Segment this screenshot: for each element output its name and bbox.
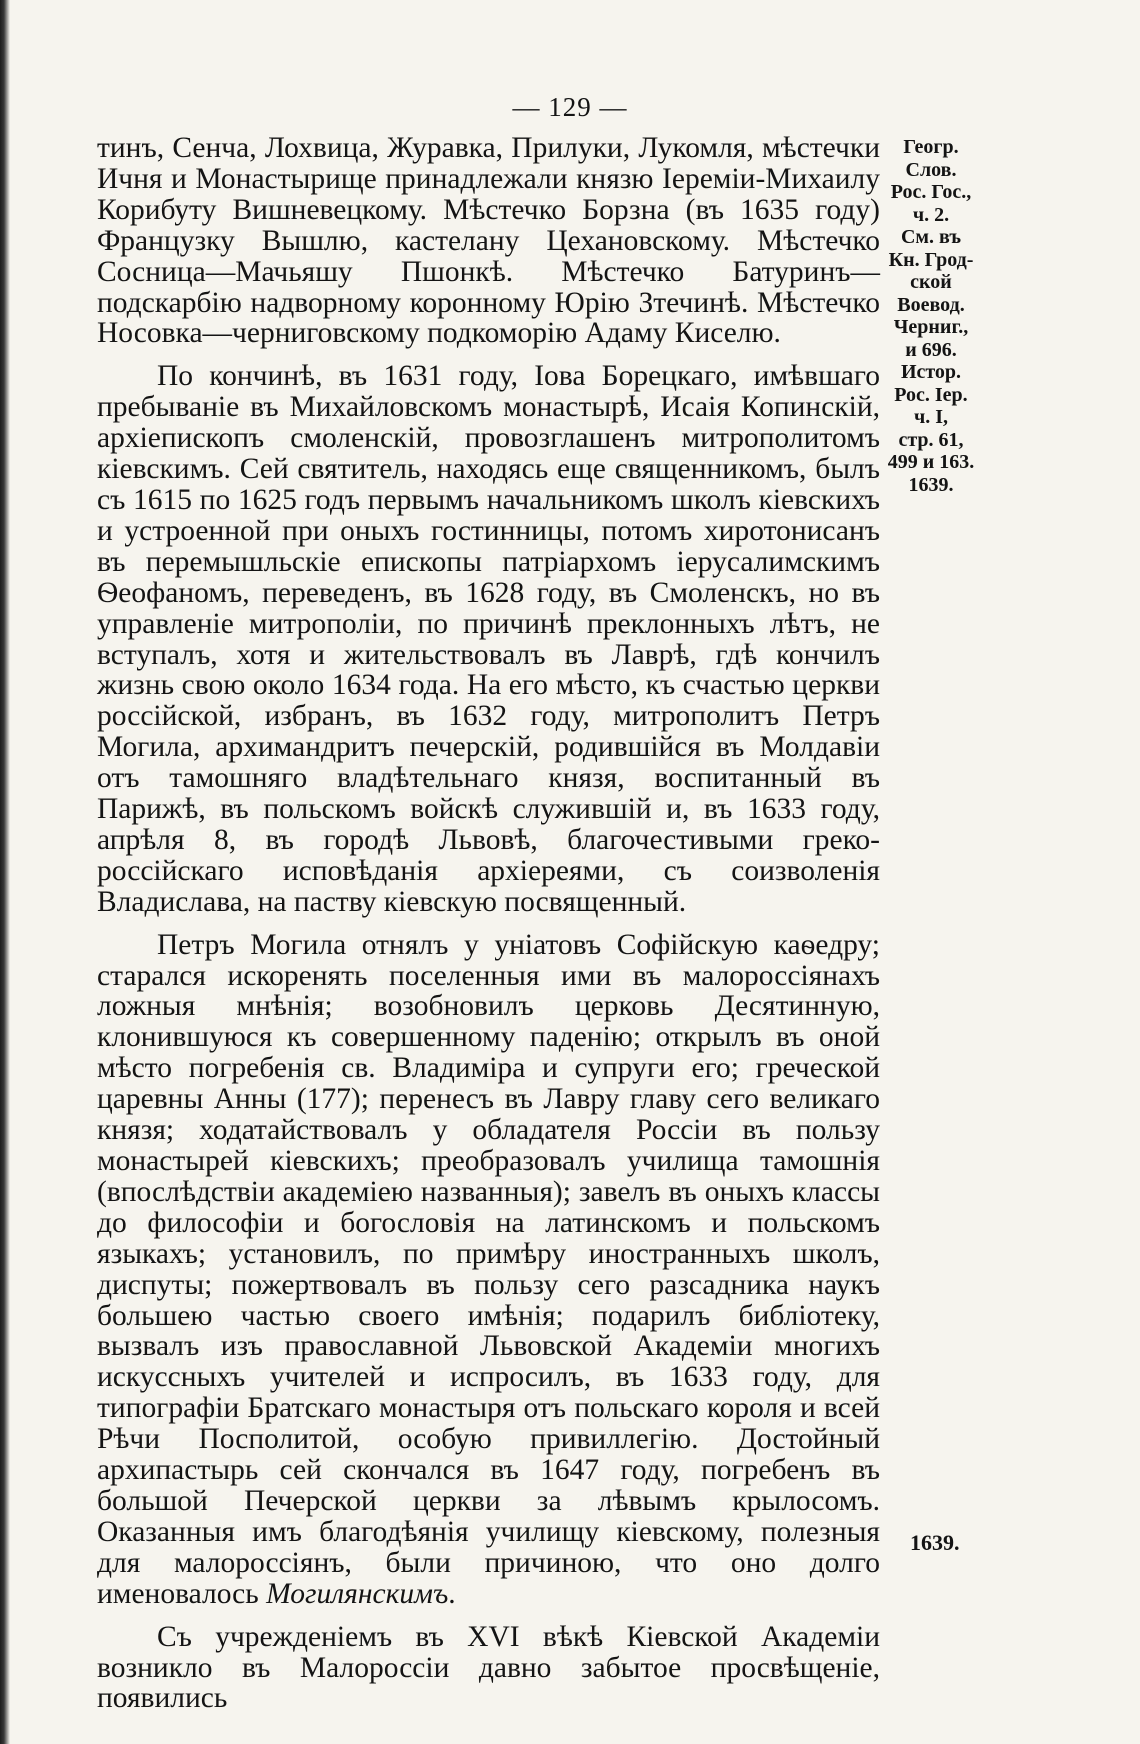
margin-note: 1639. (908, 473, 954, 496)
margin-note: Воевод. (897, 293, 965, 316)
margin-note: стр. 61, (898, 428, 964, 451)
margin-note: См. въ (900, 226, 962, 248)
paragraph-1: тинъ, Сенча, Лохвица, Журавка, Прилуки, Лукомля, мѣстечки Ичня и Монастырище принадлежали князю Іереміи-Михаилу Корибуту Вишневецкому. Мѣстечко Борзна (въ 1635 году) Французку Вышлю, кастелану Цехановскому. Мѣстечко Сосница—Мачьяшу Пшонкѣ. Мѣстечко Батуринъ—подскарбію надворному коронному Юрію Зтечинѣ. Мѣстечко Носовка—черниговскому подкоморію Адаму Киселю. (97, 132, 880, 350)
main-text (97, 133, 880, 1726)
margin-note: ч. I, (913, 406, 949, 428)
margin-notes (876, 136, 986, 496)
paragraph-4: Съ учрежденіемъ въ XVI вѣкѣ Кіевской Академіи возникло въ Малороссіи давно забытое просвѣщеніе, появились (97, 1620, 880, 1715)
paragraph-2: По кончинѣ, въ 1631 году, Іова Борецкаго, имѣвшаго пребываніе въ Михайловскомъ монастырѣ, Исаія Копинскій, архіепископъ смоленскій, провозглашенъ митрополитомъ кіевскимъ. Сей святитель, находясь еще священникомъ, былъ съ 1615 по 1625 годъ первымъ начальникомъ школъ кіевскихъ и устроенной при оныхъ гостинницы, потомъ хиротонисанъ въ перемышльскіе епископы патріархомъ іерусалимскимъ Ѳеофаномъ, переведенъ, въ 1628 году, въ Смоленскъ, но въ управленіе митрополіи, по причинѣ преклонныхъ лѣтъ, не вступалъ, хотя и жительствовалъ въ Лаврѣ, гдѣ кончилъ жизнь свою около 1634 года. На его мѣсто, къ счастью церкви россійской, избранъ, въ 1632 году, митрополитъ Петръ Могила, архимандритъ печерскій, родившійся въ Молдавіи отъ тамошняго владѣтельнаго князя, воспитанный въ Парижѣ, въ польскомъ войскѣ служившій и, въ 1633 году, апрѣля 8, въ городѣ Львовѣ, благочестивыми греко-россійскаго исповѣданія архіереями, съ соизволенія Владислава, на паству кіевскую посвященный. (97, 360, 880, 918)
margin-note: Рос. Гос., (890, 181, 972, 203)
paragraph-3-italic: Могилянскимъ (266, 1577, 449, 1610)
margin-year: 1639. (910, 1530, 960, 1555)
paragraph-3 (97, 930, 880, 1610)
margin-note: Слов. (905, 158, 957, 181)
margin-note: Рос. Іер. (894, 383, 968, 406)
paragraph-3-tail: . (448, 1577, 456, 1610)
paragraph-3-text: Петръ Могила отнялъ у уніатовъ Софійскую каѳедру; старался искоренять поселенныя ими въ малороссіянахъ ложныя мнѣнія; возобновилъ церковь Десятинную, клонившуюся къ совершенному паденію; открылъ въ оной мѣсто погребенія св. Владиміра и супруги его; греческой царевны Анны (177); перенесъ въ Лавру главу сего великаго князя; ходатайствовалъ у обладателя Россіи въ пользу монастырей кіевскихъ; преобразовалъ училища тамошнія (впослѣдствіи академіею названныя); завелъ въ оныхъ классы до философіи и богословія на латинскомъ и польскомъ языкахъ; установилъ, по примѣру иностранныхъ школъ, диспуты; пожертвовалъ въ пользу сего разсадника наукъ большею частью своего имѣнія; подарилъ библіотеку, вызвалъ изъ православной Львовской Академіи многихъ искуссныхъ учителей и испросилъ, въ 1633 году, для типографіи Братскаго монастыря отъ польскаго короля и всей Рѣчи Посполитой, особую привиллегію. Достойный архипастырь сей скончался въ 1647 году, погребенъ въ большой Печерской церкви за лѣвымъ крылосомъ. Оказанныя имъ благодѣянія училищу кіевскому, полезныя для малороссіянъ, были причиною, что оно долго именовалось (97, 928, 880, 1610)
margin-note: 499 и 163. (887, 451, 975, 473)
margin-note: и 696. (905, 338, 957, 361)
margin-note: ской (910, 271, 952, 293)
page-number: — 129 — (512, 92, 628, 122)
margin-note: Черниг., (893, 316, 969, 338)
margin-note: ч. 2. (912, 203, 950, 226)
margin-note: Истор. (900, 361, 962, 383)
book-spine-shadow (0, 0, 10, 1744)
margin-note: Кн. Грод- (888, 248, 974, 271)
margin-note: Геогр. (903, 136, 959, 158)
